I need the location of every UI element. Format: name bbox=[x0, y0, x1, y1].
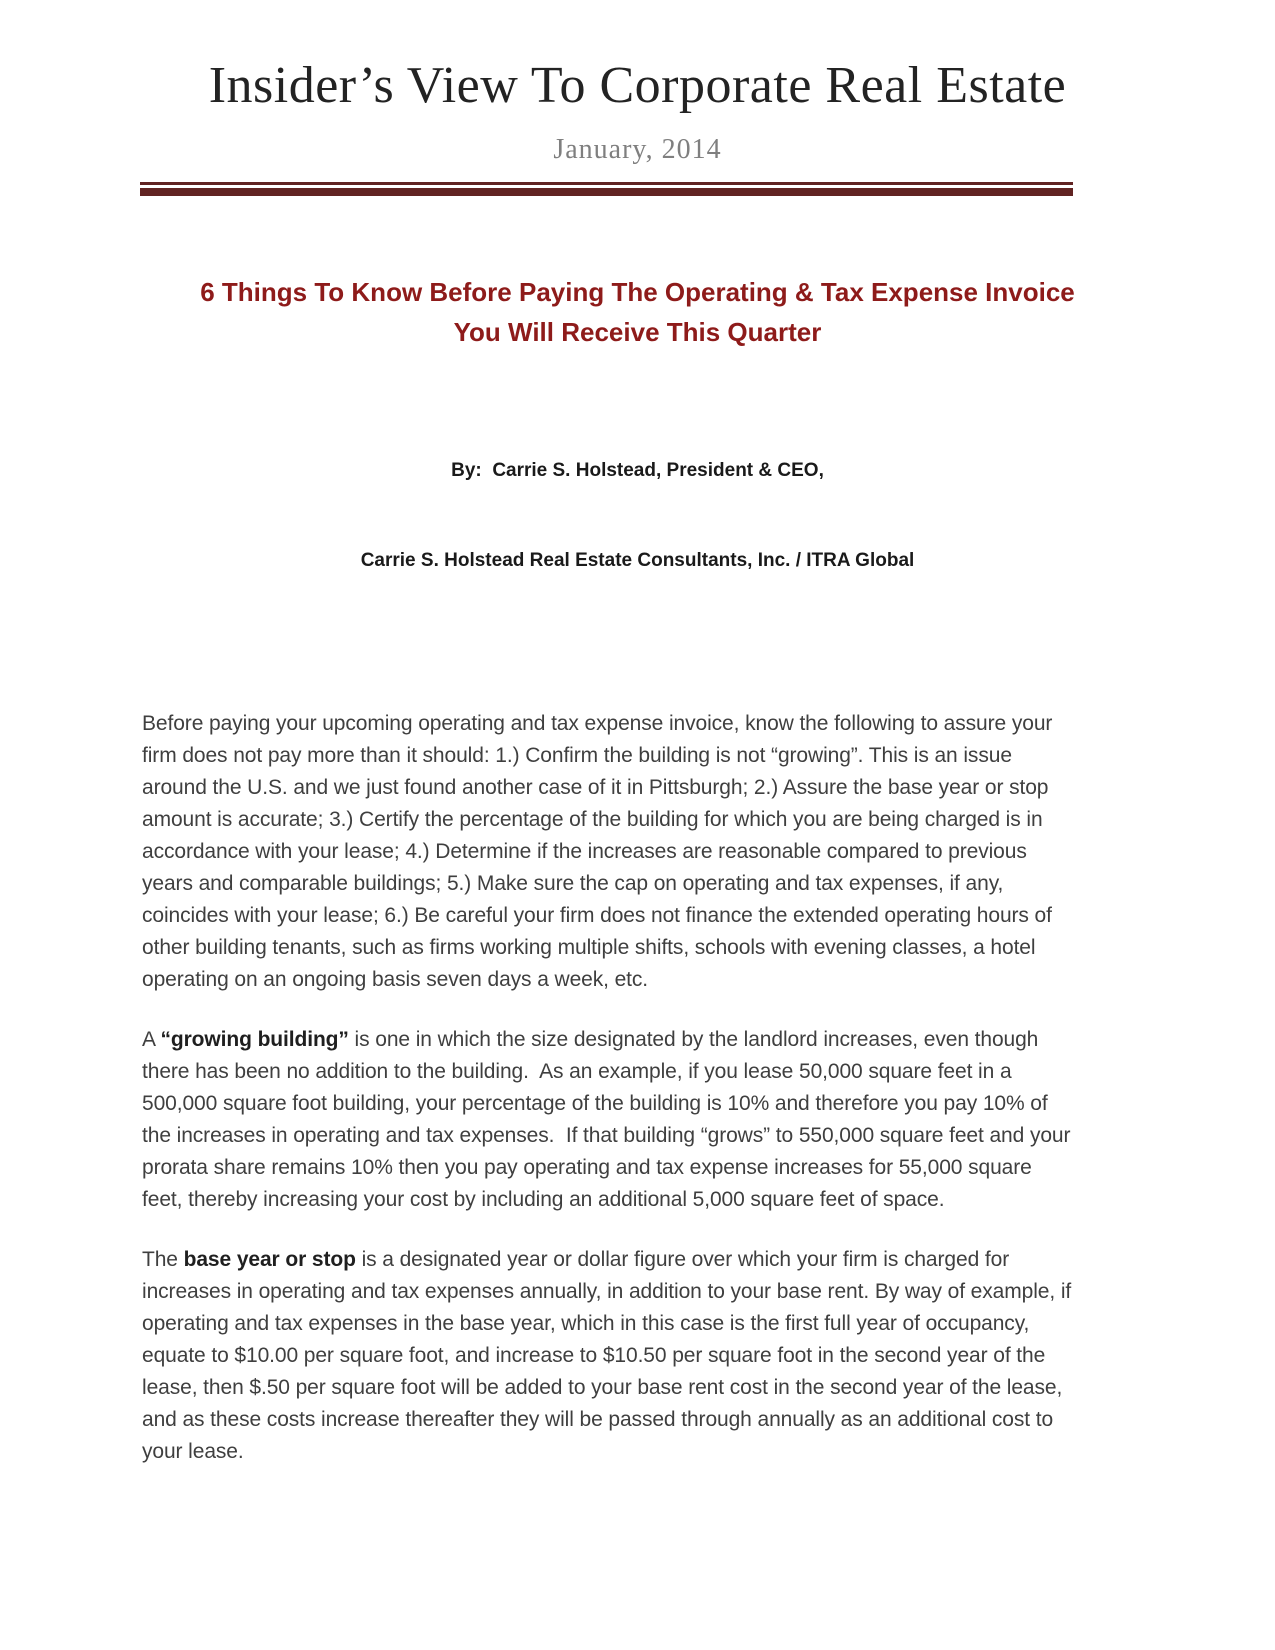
newsletter-title: Insider’s View To Corporate Real Estate bbox=[208, 57, 1067, 114]
headline-line-1: 6 Things To Know Before Paying The Operating & Tax Expense Invoice bbox=[200, 276, 1075, 307]
body-paragraph bbox=[142, 708, 1077, 996]
body-text: The bbox=[142, 1247, 184, 1271]
body-text: A bbox=[142, 1027, 161, 1051]
byline-line-1: By: Carrie S. Holstead, President & CEO, bbox=[451, 459, 824, 481]
headline-line-2: You Will Receive This Quarter bbox=[453, 316, 822, 347]
body-paragraph bbox=[142, 1024, 1077, 1216]
masthead bbox=[0, 0, 1275, 196]
body-text: is a designated year or dollar figure over which your firm is charged for increases in operating and tax expenses annually, in addition to your base rent. By way of example, if operating and tax expenses in the base year, which in this case is the first full year of occupancy, equate to $10.00 per square foot, and increase to $10.50 per square foot in the second year of the lease, then $.50 per square foot will be added to your base rent cost in the second year of the lease, and as these costs increase thereafter they will be passed through annually as an additional cost to your lease. bbox=[142, 1247, 1077, 1463]
article-headline bbox=[118, 272, 1158, 352]
body-text: Before paying your upcoming operating and tax expense invoice, know the following to assure your firm does not pay more than it should: 1.) Confirm the building is not “growing”. This is an issue around the U.S. and we just found another case of it in Pittsburgh; 2.) Assure the base year or stop amount is accurate; 3.) Certify the percentage of the building for which you are being charged is in accordance with your lease; 4.) Determine if the increases are reasonable compared to previous years and comparable buildings; 5.) Make sure the cap on operating and tax expenses, if any, coincides with your lease; 6.) Be careful your firm does not finance the extended operating hours of other building tenants, such as firms working multiple shifts, schools with evening classes, a hotel operating on an ongoing basis seven days a week, etc. bbox=[142, 711, 1059, 991]
article bbox=[0, 272, 1275, 1468]
body-text-bold: base year or stop bbox=[183, 1247, 356, 1271]
masthead-divider bbox=[140, 182, 1073, 196]
article-byline bbox=[0, 396, 1275, 636]
body-text-bold: “growing building” bbox=[160, 1027, 349, 1051]
byline-line-2: Carrie S. Holstead Real Estate Consultants, Inc. / ITRA Global bbox=[360, 549, 915, 571]
divider-thick-line bbox=[140, 188, 1073, 196]
article-body bbox=[142, 708, 1077, 1468]
body-text: is one in which the size designated by the landlord increases, even though there has been no addition to the building. As an example, if you lease 50,000 square feet in a 500,000 square foot building, your percentage of the building is 10% and therefore you pay 10% of the increases in operating and tax expenses. If that building “grows” to 550,000 square feet and your prorata share remains 10% then you pay operating and tax expense increases for 55,000 square feet, thereby increasing your cost by including an additional 5,000 square feet of space. bbox=[142, 1027, 1077, 1211]
issue-date: January, 2014 bbox=[553, 133, 722, 165]
body-paragraph bbox=[142, 1244, 1077, 1468]
